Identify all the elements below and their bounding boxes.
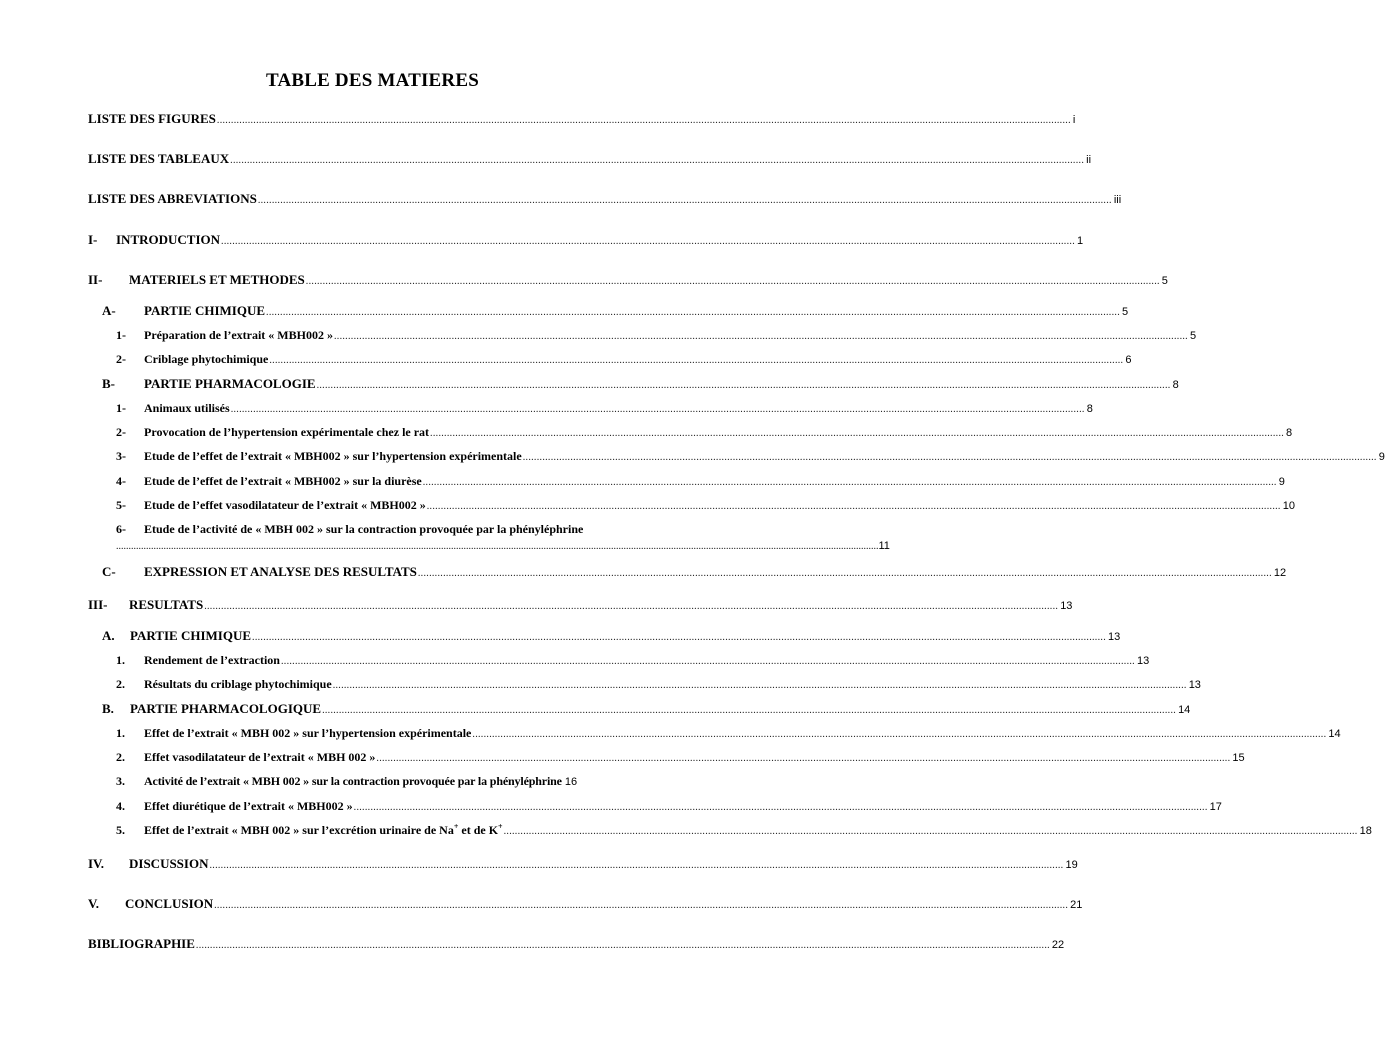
toc-entry[interactable] (88, 856, 1078, 872)
toc-entry-page: 5 (1189, 330, 1197, 342)
toc-entry-number: 5- (116, 498, 126, 512)
dot-leader (354, 802, 1208, 813)
toc-entry-page: 9 (1278, 476, 1285, 488)
toc-entry-label: EXPRESSION ET ANALYSE DES RESULTATS (144, 564, 417, 579)
toc-entry-label: Etude de l’effet de l’extrait « MBH002 » sur l’hypertension expérimentale (144, 449, 522, 463)
dot-leader (376, 753, 1230, 764)
page-title: TABLE DES MATIERES (265, 70, 479, 91)
toc-entry-number: B. (102, 701, 114, 716)
dot-leader (504, 826, 1358, 837)
toc-entry-page: 10 (1282, 500, 1295, 512)
toc-entry[interactable] (88, 191, 1122, 207)
toc-entry-page: 14 (1178, 704, 1191, 716)
toc-entry-page: 8 (1086, 403, 1093, 415)
toc-entry-page: 1 (1077, 235, 1084, 247)
toc-entry[interactable] (116, 750, 1245, 765)
dot-leader (252, 632, 1106, 643)
toc-entry-continuation[interactable] (116, 540, 890, 552)
toc-entry-label: Préparation de l’extrait « MBH002 » (144, 328, 333, 342)
toc-entry-label: PARTIE PHARMACOLOGIE (144, 376, 316, 391)
toc-entry[interactable] (116, 822, 1372, 838)
toc-entry-page: 6 (1125, 354, 1132, 366)
toc-entry[interactable] (88, 151, 1092, 167)
toc-entry-number: I- (88, 232, 98, 247)
toc-entry[interactable] (116, 401, 1093, 416)
toc-entry[interactable] (116, 677, 1201, 692)
toc-entry-number: 3. (116, 774, 125, 788)
toc-entry-page: 8 (1172, 379, 1179, 391)
toc-entry[interactable] (116, 352, 1132, 367)
toc-entry[interactable] (88, 936, 1065, 952)
toc-entry[interactable] (116, 425, 1293, 440)
toc-entry-number: 4. (116, 799, 125, 813)
toc-entry[interactable] (116, 799, 1222, 814)
toc-entry-label: MATERIELS ET METHODES (129, 272, 305, 287)
dot-leader (258, 195, 1112, 206)
toc-entry[interactable] (88, 111, 1076, 127)
toc-entry-label: CONCLUSION (125, 896, 214, 911)
toc-entry-number: IV. (88, 856, 105, 871)
toc-entry-page: 13 (1108, 631, 1121, 643)
toc-entry-number: V. (88, 896, 99, 911)
toc-entry-number: 1- (116, 328, 126, 342)
toc-entry-page: 11 (878, 540, 890, 552)
toc-entry-number: 5. (116, 823, 125, 837)
toc-entry-number: A- (102, 303, 116, 318)
toc-entry-label: BIBLIOGRAPHIE (88, 936, 195, 951)
toc-entry[interactable] (88, 597, 1073, 613)
toc-entry-label: Etude de l’activité de « MBH 002 » sur la contraction provoquée par la phényléphrine (144, 522, 584, 536)
dot-leader (209, 860, 1063, 871)
toc-entry-number: 1- (116, 401, 126, 415)
toc-entry-number: B- (102, 376, 115, 391)
toc-entry-number: 2. (116, 677, 125, 691)
dot-leader (281, 656, 1135, 667)
toc-entry-page: 5 (1161, 275, 1168, 287)
toc-entry-label: Provocation de l’hypertension expérimentale chez le rat (144, 425, 430, 439)
toc-entry-label: DISCUSSION (129, 856, 209, 871)
dot-leader (306, 276, 1160, 287)
dot-leader (116, 541, 879, 552)
dot-leader (430, 428, 1284, 439)
dot-leader (322, 705, 1176, 716)
toc-entry-number: 1. (116, 653, 125, 667)
toc-entry-number: C- (102, 564, 116, 579)
toc-entry-page: ii (1086, 154, 1092, 166)
toc-entry-number: 2- (116, 352, 126, 366)
toc-entry[interactable] (102, 701, 1191, 717)
toc-entry-number: A. (102, 628, 115, 643)
toc-entry[interactable] (88, 896, 1083, 912)
toc-entry[interactable] (116, 522, 654, 537)
toc-entry-page: 14 (1328, 728, 1341, 740)
toc-entry-label: LISTE DES FIGURES (88, 111, 216, 126)
toc-entry-page: 5 (1122, 306, 1129, 318)
toc-entry-page: 12 (1273, 567, 1287, 579)
toc-entry-page: 13 (1060, 600, 1073, 612)
dot-leader (269, 355, 1123, 366)
toc-entry-label: LISTE DES ABREVIATIONS (88, 191, 257, 206)
dot-leader (427, 501, 1281, 512)
toc-entry-number: 4- (116, 474, 126, 488)
dot-leader (317, 380, 1171, 391)
toc-entry-page: 19 (1065, 859, 1078, 871)
toc-entry-label: RESULTATS (129, 597, 204, 612)
dot-leader (231, 404, 1085, 415)
superscript: + (498, 822, 503, 831)
toc-entry[interactable] (102, 303, 1129, 319)
dot-leader (230, 155, 1084, 166)
toc-entry-label: PARTIE CHIMIQUE (144, 303, 266, 318)
toc-entry-number: 6- (116, 522, 126, 536)
dot-leader (214, 900, 1068, 911)
toc-entry[interactable] (88, 272, 1168, 288)
toc-entry-label (144, 823, 503, 838)
toc-entry-label: Etude de l’effet vasodilatateur de l’extrait « MBH002 » (144, 498, 426, 512)
toc-entry[interactable] (88, 232, 1084, 248)
toc-entry-page: iii (1113, 194, 1122, 206)
toc-entry-page: 17 (1209, 801, 1222, 813)
toc-entry-page: i (1072, 114, 1076, 126)
dot-leader (523, 452, 1377, 463)
dot-leader (196, 940, 1050, 951)
toc-entry-label: Etude de l’effet de l’extrait « MBH002 » sur la diurèse (144, 474, 422, 488)
toc-entry[interactable] (116, 498, 1295, 513)
toc-entry-number: 2- (116, 425, 126, 439)
superscript: + (453, 822, 459, 831)
toc-entry-label: PARTIE CHIMIQUE (130, 628, 252, 643)
label-part: et de K (458, 823, 499, 837)
toc-entry-page: 22 (1051, 939, 1065, 951)
toc-entry-label: LISTE DES TABLEAUX (88, 151, 230, 166)
toc-entry-label: Criblage phytochimique (144, 352, 269, 366)
toc-entry-label: INTRODUCTION (116, 232, 221, 247)
dot-leader (423, 477, 1277, 488)
dot-leader (418, 568, 1272, 579)
toc-entry-label: Animaux utilisés (144, 401, 230, 415)
label-part: Effet de l’extrait « MBH 002 » sur l’excrétion urinaire de Na (144, 823, 454, 837)
toc-entry-label: Résultats du criblage phytochimique (144, 677, 332, 691)
toc-entry-label: Rendement de l’extraction (144, 653, 280, 667)
toc-entry-label: Activité de l’extrait « MBH 002 » sur la contraction provoquée par la phényléphrine (144, 774, 562, 788)
toc-entry[interactable] (102, 376, 1179, 392)
toc-entry-number: II- (88, 272, 103, 287)
toc-entry[interactable] (102, 564, 1287, 580)
toc-entry-label: Effet diurétique de l’extrait « MBH002 » (144, 799, 353, 813)
dot-leader (217, 115, 1071, 126)
dot-leader (333, 680, 1187, 691)
toc-entry[interactable] (116, 449, 1385, 464)
toc-entry-page: 8 (1286, 427, 1293, 439)
toc-entry[interactable] (102, 628, 1121, 644)
toc-entry-number: III- (88, 597, 108, 612)
toc-entry-number: 2. (116, 750, 125, 764)
toc-entry-page: 21 (1070, 899, 1083, 911)
toc-entry[interactable] (116, 328, 1197, 343)
toc-entry-page: 13 (1188, 679, 1201, 691)
toc-entry[interactable] (116, 474, 1285, 489)
toc-entry-page: 16 (564, 776, 578, 788)
toc-entry-label: Effet de l’extrait « MBH 002 » sur l’hypertension expérimentale (144, 726, 472, 740)
toc-entry-page: 9 (1378, 451, 1385, 463)
toc-entry-number: 1. (116, 726, 125, 740)
dot-leader (472, 729, 1326, 740)
toc-entry-page: 13 (1136, 655, 1150, 667)
toc-entry[interactable] (116, 653, 1150, 668)
toc-entry-page: 15 (1232, 752, 1245, 764)
toc-entry-number: 3- (116, 449, 126, 463)
toc-entry[interactable] (116, 774, 654, 789)
dot-leader (334, 331, 1188, 342)
toc-entry-page: 18 (1359, 825, 1372, 837)
toc-entry-label: PARTIE PHARMACOLOGIQUE (130, 701, 322, 716)
dot-leader (204, 601, 1058, 612)
dot-leader (221, 236, 1075, 247)
dot-leader (266, 307, 1120, 318)
toc-entry-label: Effet vasodilatateur de l’extrait « MBH 002 » (144, 750, 376, 764)
toc-entry[interactable] (116, 726, 1341, 741)
